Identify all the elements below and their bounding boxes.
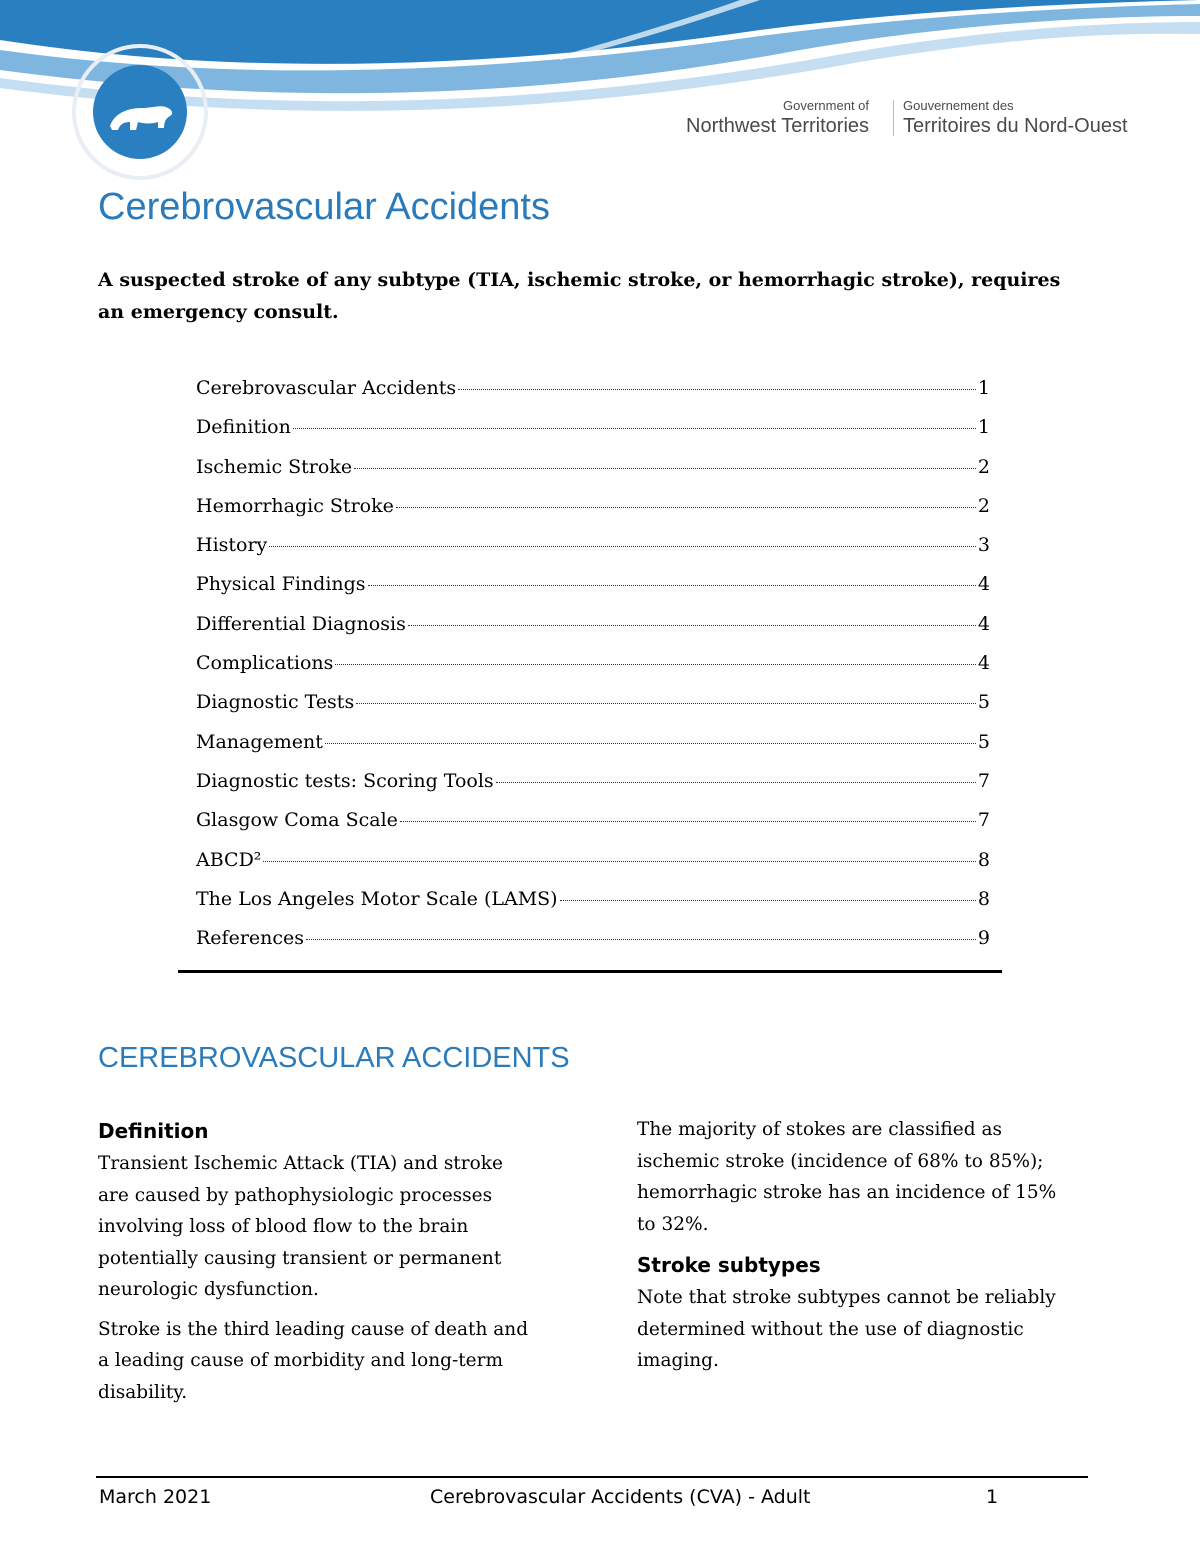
stroke-subtypes-paragraph: Note that stroke subtypes cannot be reliably determined without the use of diagnostic imaging. <box>637 1287 1056 1371</box>
toc-leader-dots <box>263 861 975 862</box>
toc-leader-dots <box>354 468 976 469</box>
footer-page-number: 1 <box>986 1486 999 1508</box>
toc-divider <box>178 970 1002 973</box>
nwt-logo <box>70 42 210 182</box>
definition-heading: Definition <box>98 1119 209 1143</box>
toc-entry-label: References <box>196 927 305 950</box>
toc-entry-page: 4 <box>977 612 990 635</box>
toc-entry[interactable] <box>196 416 990 455</box>
toc-leader-dots <box>458 389 976 390</box>
table-of-contents <box>196 377 990 966</box>
gov-name-en <box>686 98 869 138</box>
lead-statement: A suspected stroke of any subtype (TIA, ischemic stroke, or hemorrhagic stroke), requires an emergency consult. <box>98 269 1061 323</box>
toc-entry[interactable] <box>196 731 990 770</box>
toc-leader-dots <box>496 782 976 783</box>
toc-entry-page: 4 <box>977 652 990 675</box>
toc-entry[interactable] <box>196 495 990 534</box>
toc-entry[interactable] <box>196 849 990 888</box>
toc-entry[interactable] <box>196 377 990 416</box>
toc-entry-label: Definition <box>196 416 291 439</box>
toc-entry-page: 9 <box>977 927 990 950</box>
toc-entry-page: 3 <box>977 534 990 557</box>
footer-date: March 2021 <box>99 1486 212 1508</box>
toc-entry-page: 8 <box>977 887 990 910</box>
toc-entry[interactable] <box>196 573 990 612</box>
toc-entry-label: Diagnostic tests: Scoring Tools <box>196 769 494 792</box>
gov-divider <box>893 100 894 136</box>
toc-entry-page: 1 <box>977 416 990 439</box>
document-title: Cerebrovascular Accidents <box>98 186 550 228</box>
toc-entry[interactable] <box>196 691 990 730</box>
toc-leader-dots <box>335 664 975 665</box>
footer-title: Cerebrovascular Accidents (CVA) - Adult <box>430 1486 811 1508</box>
toc-entry[interactable] <box>196 809 990 848</box>
toc-leader-dots <box>396 507 976 508</box>
left-column <box>98 1114 538 1416</box>
toc-leader-dots <box>325 743 976 744</box>
toc-entry-page: 4 <box>977 573 990 596</box>
gov-name-fr <box>903 98 1128 138</box>
toc-leader-dots <box>400 821 976 822</box>
toc-entry-page: 5 <box>977 730 990 753</box>
toc-entry-label: Cerebrovascular Accidents <box>196 377 457 399</box>
toc-leader-dots <box>560 900 976 901</box>
toc-entry-page: 2 <box>977 494 990 517</box>
toc-entry-label: ABCD² <box>196 848 262 871</box>
stroke-subtypes-heading: Stroke subtypes <box>637 1253 821 1277</box>
toc-entry-page: 5 <box>977 691 990 714</box>
toc-leader-dots <box>356 703 976 704</box>
toc-entry-label: Differential Diagnosis <box>196 612 406 635</box>
toc-entry[interactable] <box>196 456 990 495</box>
toc-leader-dots <box>306 939 976 940</box>
toc-leader-dots <box>293 428 976 429</box>
incidence-paragraph: The majority of stokes are classified as ischemic stroke (incidence of 68% to 85%); hemorrhagic stroke has an incidence of 15% to 32%. <box>637 1119 1057 1235</box>
toc-entry[interactable] <box>196 652 990 691</box>
toc-entry-page: 7 <box>977 809 990 832</box>
toc-entry-label: Ischemic Stroke <box>196 455 353 478</box>
stroke-cause-paragraph: Stroke is the third leading cause of death and a leading cause of morbidity and long-term disability. <box>98 1318 529 1403</box>
gov-name-en-small: Government of <box>783 98 870 113</box>
toc-entry-label: History <box>196 534 268 557</box>
right-column <box>637 1114 1077 1385</box>
toc-entry-label: Management <box>196 730 323 753</box>
toc-entry-page: 8 <box>977 848 990 871</box>
toc-entry-page: 1 <box>977 377 990 399</box>
toc-entry-page: 2 <box>977 455 990 478</box>
toc-entry[interactable] <box>196 888 990 927</box>
toc-leader-dots <box>368 585 976 586</box>
footer-divider <box>96 1476 1088 1478</box>
toc-entry-label: Glasgow Coma Scale <box>196 809 398 832</box>
toc-entry-label: The Los Angeles Motor Scale (LAMS) <box>196 887 558 910</box>
toc-leader-dots <box>408 625 976 626</box>
toc-entry-page: 7 <box>977 769 990 792</box>
toc-entry[interactable] <box>196 770 990 809</box>
toc-leader-dots <box>269 546 976 547</box>
gov-name-fr-big: Territoires du Nord-Ouest <box>903 115 1128 137</box>
toc-entry[interactable] <box>196 927 990 966</box>
gov-name-fr-small: Gouvernement des <box>903 98 1014 113</box>
toc-entry-label: Physical Findings <box>196 573 366 596</box>
toc-entry[interactable] <box>196 613 990 652</box>
toc-entry-label: Complications <box>196 652 334 675</box>
definition-paragraph: Transient Ischemic Attack (TIA) and stroke are caused by pathophysiologic processes involving loss of blood flow to the brain potentially causing transient or permanent neurologic dysfunction. <box>98 1153 503 1300</box>
toc-entry-label: Diagnostic Tests <box>196 691 355 714</box>
section-title: CEREBROVASCULAR ACCIDENTS <box>98 1042 570 1074</box>
toc-entry[interactable] <box>196 534 990 573</box>
gov-name-en-big: Northwest Territories <box>686 115 870 137</box>
toc-entry-label: Hemorrhagic Stroke <box>196 494 394 517</box>
